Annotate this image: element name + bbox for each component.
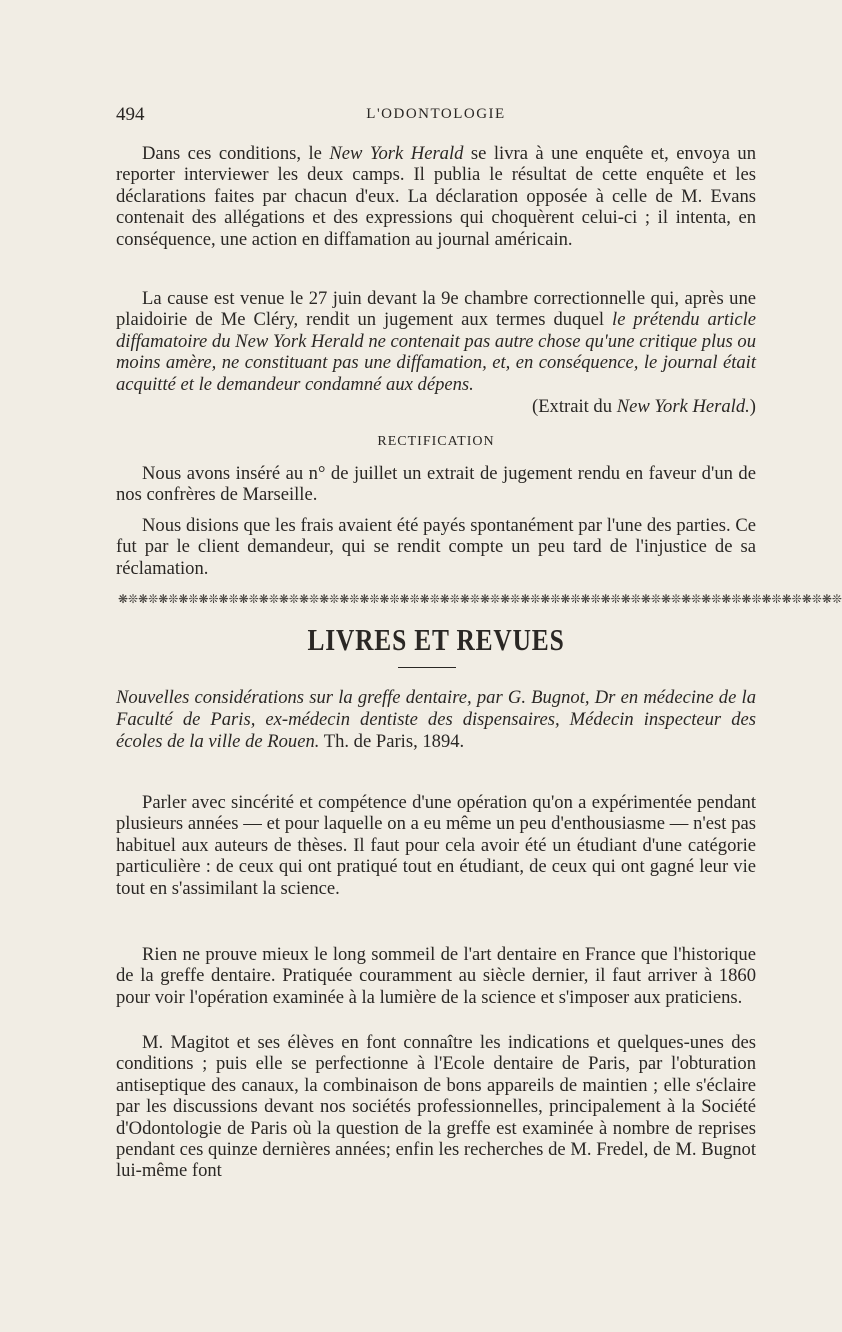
- attribution: [532, 396, 756, 418]
- ornamental-divider: ❋❊❋❊❋❊❋❊❋❊❋❊❋❊❋❊❋❊❋❊❋❊❋❊❋❊❋❊❋❊❋❊❋❊❋❊❋❊❋❊❋❊❋❊❋❊❋❊❋❊❋❊❋❊❋❊❋❊❋❊❋❊❋❊❋❊❋❊❋❊❋❊: [118, 592, 842, 606]
- review-heading: [116, 687, 756, 753]
- paragraph-rectification-1: [116, 463, 756, 506]
- newspaper-name: New York Herald: [329, 143, 464, 164]
- paragraph-text: Rien ne prouve mieux le long sommeil de l'art dentaire en France que l'historique de la greffe dentaire. Pratiquée couramment au siècle dernier, il faut arriver à 1860 pour voir l'opération examinée à la lumière de la science et s'imposer aux praticiens.: [116, 944, 756, 1008]
- review-publication: Th. de Paris, 1894.: [323, 731, 465, 752]
- paragraph-text: M. Magitot et ses élèves en font connaître les indications et quelques-unes des conditions ; puis elle se perfectionne à l'Ecole dentaire de Paris, par l'obturation antiseptique des canaux, la combinaison de bons appareils de maintien ; elle s'éclaire par les discussions devant nos sociétés professionnelles, principalement à la Société d'Odontologie de Paris où la question de la greffe est examinée à nombre de reprises pendant ces quinze dernières années; enfin les recherches de M. Fredel, de M. Bugnot lui-même font: [116, 1032, 756, 1182]
- section-title: LIVRES ET REVUES: [307, 622, 565, 657]
- paragraph-text: se livra à une enquête et, envoya un reporter interviewer les deux camps. Il publia le résultat de cette enquête et les déclarations faites par chacun d'eux. La déclaration opposée à celle de M. Evans contenait des allégations et des expressions qui choquèrent celui-ci ; il intenta, en conséquence, une action en diffamation au journal américain.: [116, 143, 756, 250]
- review-book-title: Nouvelles considérations sur la greffe dentaire, par G. Bugnot, Dr en médecine de la Faculté de Paris, ex-médecin dentiste des dispensaires, Médecin inspecteur des écoles de la ville de Rouen.: [116, 687, 756, 752]
- attribution-source: New York Herald.: [616, 396, 750, 417]
- paragraph-text: Parler avec sincérité et compétence d'une opération qu'on a expérimentée pendant plusieurs années — et pour laquelle on a eu même un peu d'enthousiasme — n'est pas habituel aux auteurs de thèses. Il faut pour cela avoir été un étudiant d'une catégorie particulière : de ceux qui ont pratiqué tout en étudiant, de ceux qui ont gagné leur vie tout en s'assimilant la science.: [116, 792, 756, 899]
- page-header: [116, 104, 756, 130]
- rectification-heading: RECTIFICATION: [377, 434, 495, 449]
- attribution-close: ): [749, 396, 756, 417]
- paragraph-text: Dans ces conditions, le: [142, 143, 330, 164]
- paragraph-rectification-2: [116, 515, 756, 579]
- paragraph-text: Nous disions que les frais avaient été payés spontanément par l'une des parties. Ce fut par le client demandeur, qui se rendit compte un peu tard de l'injustice de sa réclamation.: [116, 515, 756, 579]
- paragraph-review-2: [116, 944, 756, 1008]
- judgement-quote: le prétendu article diffamatoire du New York Herald ne contenait pas autre chose qu'une critique plus ou moins amère, ne constituant pas une diffamation, et, en conséquence, le journal était acquitté et le demandeur condamné aux dépens.: [116, 309, 756, 395]
- paragraph-review-3: [116, 1032, 756, 1182]
- paragraph-enquete: [116, 143, 756, 250]
- paragraph-review-1: [116, 792, 756, 899]
- title-rule: [398, 667, 456, 668]
- running-head: L'ODONTOLOGIE: [366, 106, 506, 122]
- attribution-text: (Extrait du: [532, 396, 617, 417]
- paragraph-text: La cause est venue le 27 juin devant la 9e chambre correctionnelle qui, après une plaidoirie de Me Cléry, rendit un jugement aux termes duquel: [116, 288, 756, 331]
- paragraph-text: Nous avons inséré au n° de juillet un extrait de jugement rendu en faveur d'un de nos confrères de Marseille.: [116, 463, 756, 506]
- page-number: 494: [116, 104, 145, 125]
- paragraph-jugement: [116, 288, 756, 395]
